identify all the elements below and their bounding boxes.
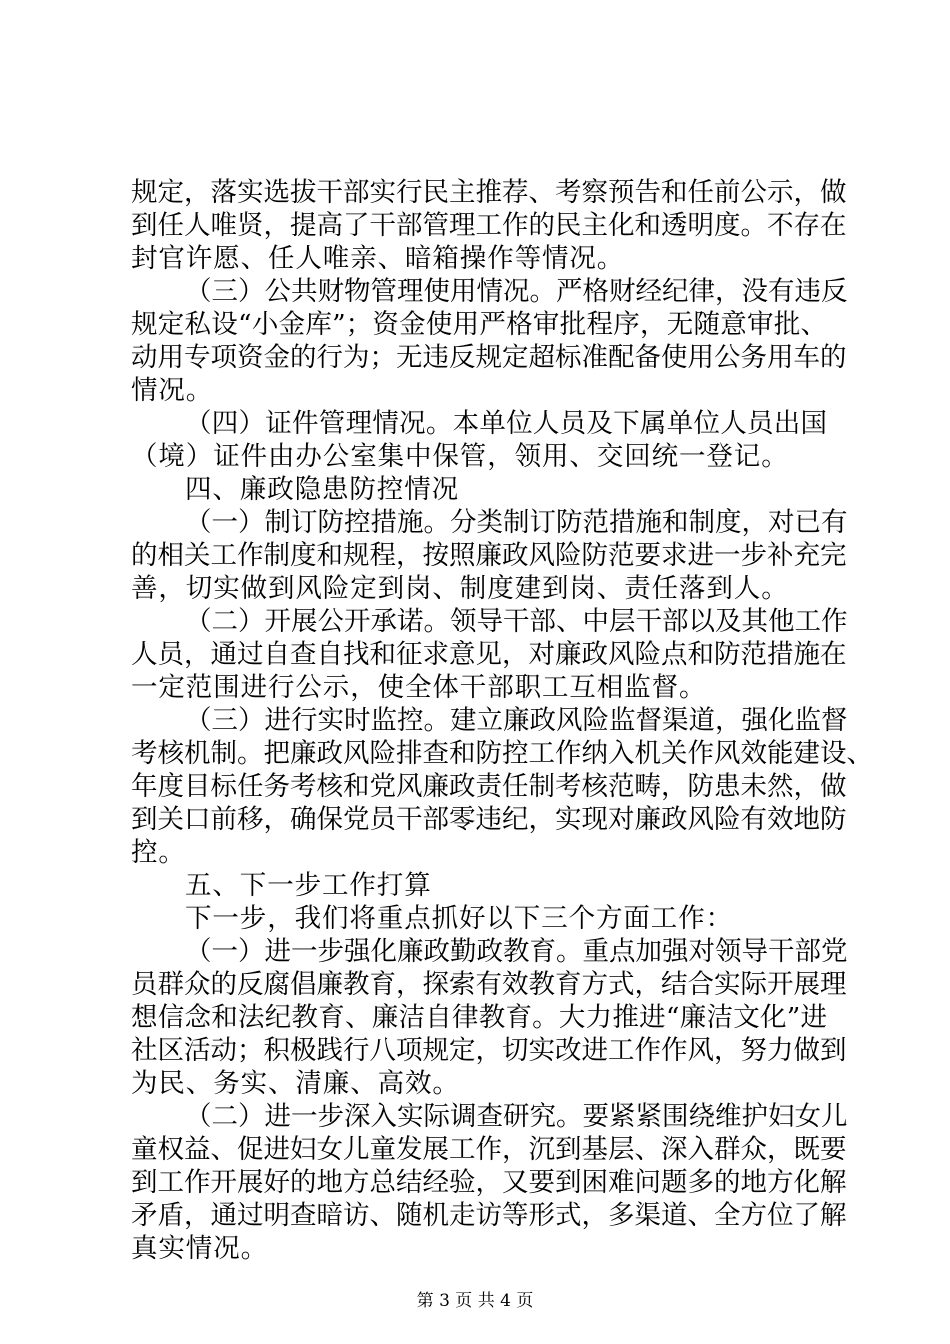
text-line: 人员，通过自查自找和征求意见，对廉政风险点和防范措施在 xyxy=(131,639,847,670)
text-line: 控。 xyxy=(131,837,186,868)
text-line: 善，切实做到风险定到岗、制度建到岗、责任落到人。 xyxy=(131,573,789,604)
text-line: 下一步，我们将重点抓好以下三个方面工作： xyxy=(185,903,733,934)
text-line: 考核机制。把廉政风险排查和防控工作纳入机关作风效能建设、 xyxy=(131,738,873,769)
text-line: （一）进一步强化廉政勤政教育。重点加强对领导干部党 xyxy=(185,936,848,967)
section-heading: 五、下一步工作打算 xyxy=(185,870,432,901)
text-line: 年度目标任务考核和党风廉政责任制考核范畴，防患未然，做 xyxy=(131,771,847,802)
text-line: 为民、务实、清廉、高效。 xyxy=(131,1068,460,1099)
section-heading: 四、廉政隐患防控情况 xyxy=(185,474,459,505)
page-footer: 第 3 页 共 4 页 xyxy=(416,1291,534,1311)
text-line: 矛盾，通过明查暗访、随机走访等形式，多渠道、全方位了解 xyxy=(131,1200,847,1231)
text-line: （四）证件管理情况。本单位人员及下属单位人员出国 xyxy=(185,408,827,439)
text-line: （一）制订防控措施。分类制订防范措施和制度，对已有 xyxy=(185,507,848,538)
text-line: 真实情况。 xyxy=(131,1233,268,1264)
text-line: 员群众的反腐倡廉教育，探索有效教育方式，结合实际开展理 xyxy=(131,969,847,1000)
text-line: 到工作开展好的地方总结经验，又要到困难问题多的地方化解 xyxy=(131,1167,847,1198)
text-line: 到任人唯贤，提高了干部管理工作的民主化和透明度。不存在 xyxy=(131,210,847,241)
text-line: （三）公共财物管理使用情况。严格财经纪律，没有违反 xyxy=(185,276,848,307)
text-line: 规定私设“小金库”；资金使用严格审批程序，无随意审批、 xyxy=(131,309,827,340)
text-line: 一定范围进行公示，使全体干部职工互相监督。 xyxy=(131,672,707,703)
text-line: （境）证件由办公室集中保管，领用、交回统一登记。 xyxy=(131,441,789,472)
text-line: 想信念和法纪教育、廉洁自律教育。大力推进“廉洁文化”进 xyxy=(131,1002,827,1033)
text-line: 动用专项资金的行为；无违反规定超标准配备使用公务用车的 xyxy=(131,342,847,373)
text-line: （三）进行实时监控。建立廉政风险监督渠道，强化监督 xyxy=(185,705,848,736)
text-line: （二）开展公开承诺。领导干部、中层干部以及其他工作 xyxy=(185,606,848,637)
text-line: 封官许愿、任人唯亲、暗箱操作等情况。 xyxy=(131,243,625,274)
text-line: 规定，落实选拔干部实行民主推荐、考察预告和任前公示，做 xyxy=(131,177,847,208)
text-line: 情况。 xyxy=(131,375,214,406)
text-line: 社区活动；积极践行八项规定，切实改进工作作风，努力做到 xyxy=(131,1035,847,1066)
text-line: 童权益、促进妇女儿童发展工作，沉到基层、深入群众，既要 xyxy=(131,1134,847,1165)
text-line: （二）进一步深入实际调查研究。要紧紧围绕维护妇女儿 xyxy=(185,1101,848,1132)
text-line: 到关口前移，确保党员干部零违纪，实现对廉政风险有效地防 xyxy=(131,804,847,835)
text-line: 的相关工作制度和规程，按照廉政风险防范要求进一步补充完 xyxy=(131,540,847,571)
